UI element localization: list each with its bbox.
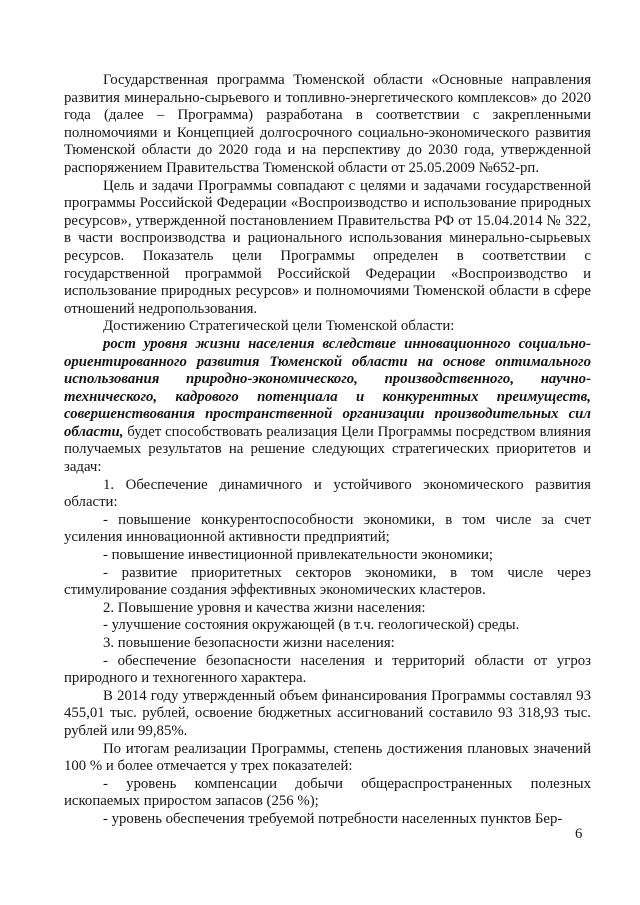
paragraph-text: - уровень компенсации добычи общераспространенных полезных ископаемых приростом запасов (256 %);: [64, 775, 591, 810]
paragraph-text: - обеспечение безопасности населения и территорий области от угроз природного и техногенного характера.: [64, 652, 591, 687]
paragraph-text: Государственная программа Тюменской области «Основные направления развития минерально-сырьевого и топливно-энергетического комплексов» до 2020 года (далее – Программа) разработана в соответствии с закрепленными полномочиями и Концепцией долгосрочного социально-экономического развития Тюменской области до 2020 года и на перспективу до 2030 года, утвержденной распоряжением Правительства Тюменской области от 25.05.2009 №652-рп.: [64, 72, 591, 176]
paragraph-program-intro: [64, 72, 591, 178]
paragraph-text: - развитие приоритетных секторов экономики, в том числе через стимулирование создания эффективных экономических кластеров.: [64, 564, 591, 599]
paragraph-results: [64, 741, 591, 776]
paragraph-text: По итогам реализации Программы, степень достижения плановых значений 100 % и более отмечается у трех показателей:: [64, 740, 591, 775]
paragraph-goals: [64, 178, 591, 319]
strategic-goal-emphasis: рост уровня жизни населения вследствие инновационного социально-ориентированного развития Тюменской области на основе оптимального использования природно-экономического, производственного, научно-технического, кадрового потенциала и конкурентных преимуществ, совершенствования пространственной организации производительных сил области,: [64, 335, 591, 440]
paragraph-text: Цель и задачи Программы совпадают с целями и задачами государственной программы Российской Федерации «Воспроизводство и использование природных ресурсов», утвержденной постановлением Правительства РФ от 15.04.2014 № 322, в части воспроизводства и рационального использования минерально-сырьевых ресурсов. Показатель цели Программы определен в соответствии с государственной программой Российской Федерации «Воспроизводство и использование природных ресурсов» и полномочиями Тюменской области в сфере отношений недропользования.: [64, 177, 591, 317]
list-item: [64, 617, 591, 635]
paragraph-text: - повышение инвестиционной привлекательности экономики;: [103, 547, 494, 564]
paragraph-text: Достижению Стратегической цели Тюменской области:: [103, 318, 455, 335]
paragraph-priority-2: [64, 600, 591, 618]
paragraph-text: 2. Повышение уровня и качества жизни населения:: [103, 599, 426, 616]
list-item: [64, 512, 591, 547]
paragraph-text: будет способствовать реализация Цели Программы посредством влияния получаемых результатов на решение следующих стратегических приоритетов и задач:: [64, 423, 591, 476]
paragraph-financing: [64, 688, 591, 741]
paragraph-priority-1: [64, 477, 591, 512]
paragraph-strategic-goal-lead: [64, 318, 591, 336]
paragraph-strategic-goal: [64, 336, 591, 477]
document-body: [64, 72, 591, 829]
paragraph-text: - повышение конкурентоспособности экономики, в том числе за счет усиления инновационной активности предприятий;: [64, 511, 591, 546]
list-item: [64, 653, 591, 688]
paragraph-text: - улучшение состояния окружающей (в т.ч. геологической) среды.: [103, 617, 520, 634]
paragraph-text: 1. Обеспечение динамичного и устойчивого экономического развития области:: [64, 476, 591, 511]
list-item: [64, 565, 591, 600]
paragraph-text: 3. повышение безопасности жизни населения:: [103, 635, 395, 651]
list-item: [64, 811, 591, 829]
list-item: [64, 547, 591, 565]
page-number: 6: [575, 826, 583, 842]
paragraph-text: В 2014 году утвержденный объем финансирования Программы составлял 93 455,01 тыс. рублей, освоение бюджетных ассигнований составило 93 318,93 тыс. рублей или 99,85%.: [64, 687, 591, 739]
paragraph-text: - уровень обеспечения требуемой потребности населенных пунктов Бер-: [103, 810, 563, 827]
list-item: [64, 776, 591, 811]
paragraph-priority-3: [64, 635, 591, 653]
